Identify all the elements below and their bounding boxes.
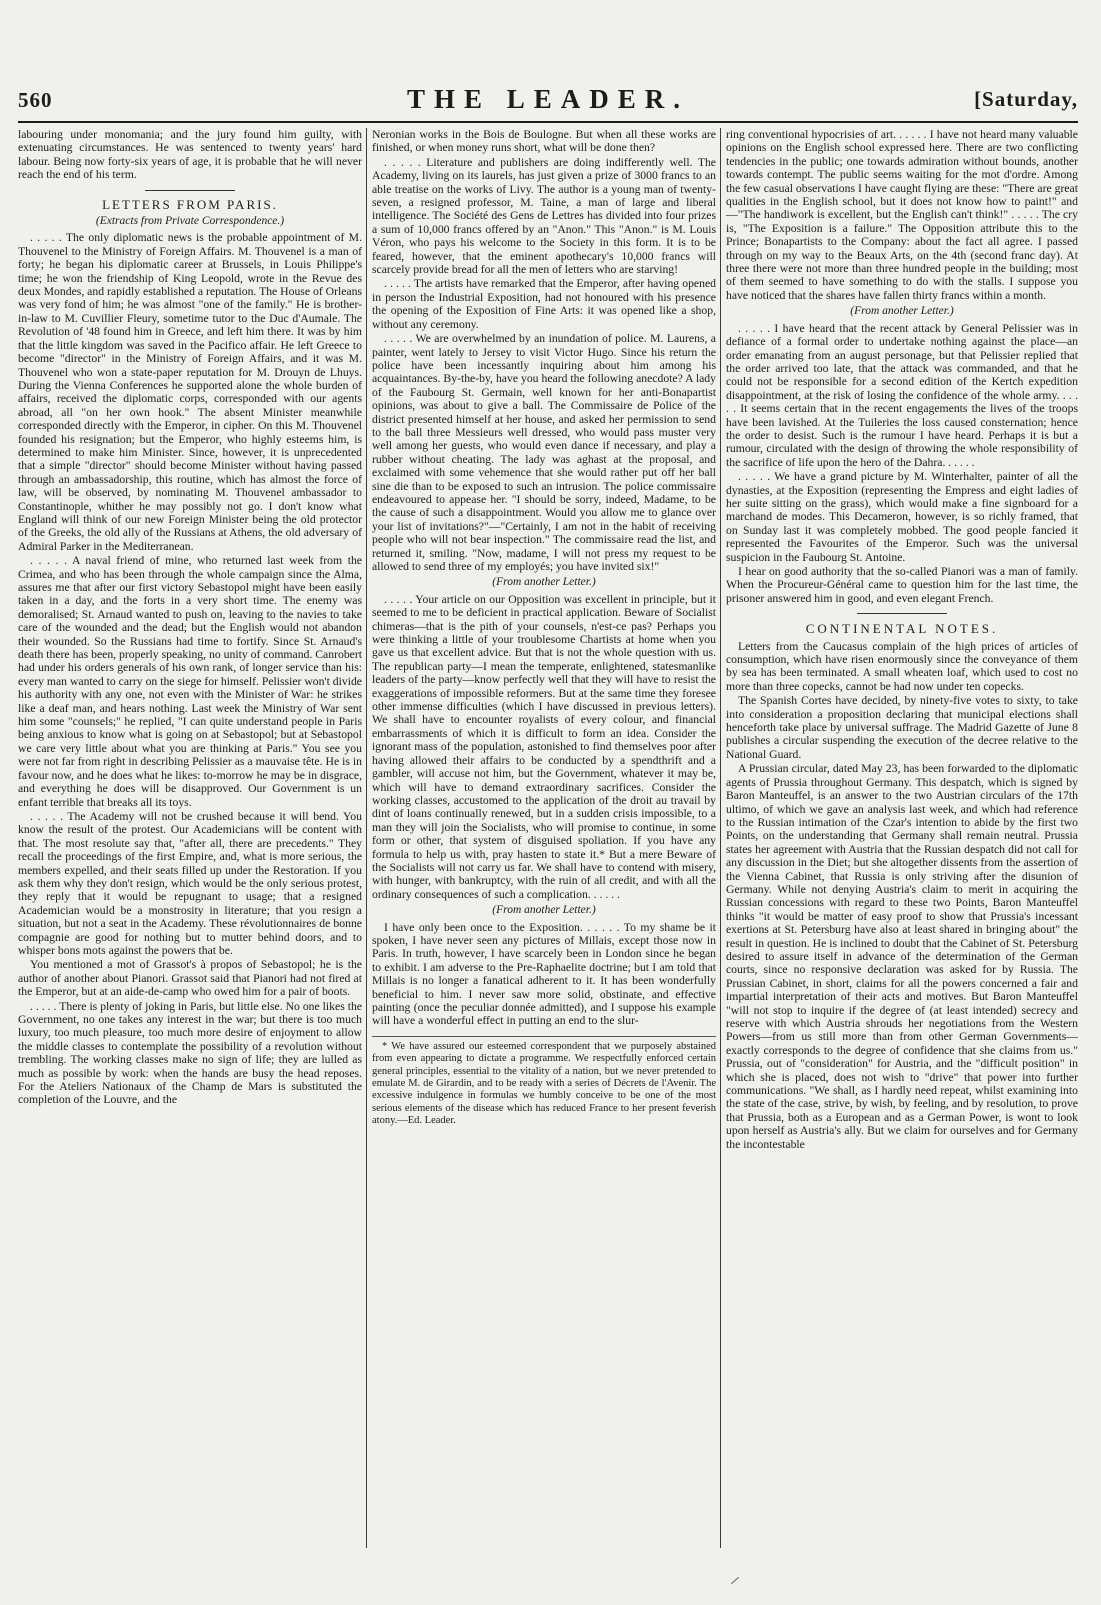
paragraph: . . . . . Literature and publishers are doing indifferently well. The Academy, living on its laurels, has just given a prize of 3000 francs to an able treatise on the works of Livy. The author is a young man of twenty-seven, a resigned professor, M. Taine, a man of large and liberal intelligence. The Société des Gens de Lettres has divided into four prizes a sum of 10,000 francs offered by an "Anon." This "Anon." is M. Louis Véron, who pays his welcome to the Society in this form. It is to be feared, however, that the eminent apothecary's 10,000 francs will scarcely provide bread for all the men of letters who are starving!	[372, 155, 716, 277]
footnote	[372, 1036, 716, 1128]
paragraph: . . . . . The only diplomatic news is the probable appointment of M. Thouvenel to the Ministry of Foreign Affairs. M. Thouvenel is a man of forty; he began his diplomatic career at Brussels, in Louis Philippe's time; he won the friendship of King Leopold, wrote in the Revue des deux Mondes, and rapidly established a reputation. The House of Orleans was very fond of him; he was almost "one of the family." He is brother-in-law to M. Cuvillier Fleury, sometime tutor to the Duc d'Aumale. The Revolution of '48 found him in Greece, and left him there. It was by him that the little kingdom was saved in the Pacifico affair. He left Greece to become "director" in the Ministry of Foreign Affairs, and it was M. Thouvenel who won a state-paper reputation for M. Drouyn de Lhuys. During the Vienna Conferences he supported alone the whole burden of affairs, received the diplomatic corps, corresponded with our agents abroad, all "on her own hook." The absent Minister meanwhile corresponded directly with the Emperor, in cipher. On this M. Thouvenel founded his resignation; but the Emperor, who highly esteems him, is determined to make him Minister. Since, however, it is unprecedented that a simple "director" should become Minister without having passed through an ambassadorship, this routine, which has almost the force of law, will be observed, by nominating M. Thouvenel ambassador to Constantinople, whither he may possibly not go. I don't know what England will think of our new Foreign Minister being the old protector of the Greeks, the old ally of the Russians at Athens, the old adversary of Admiral Parker in the Mediterranean.	[18, 231, 362, 553]
page-header	[18, 82, 1078, 122]
section-heading: LETTERS FROM PARIS.	[102, 196, 278, 212]
paragraph: . . . . . We have a grand picture by M. Winterhalter, painter of all the dynasties, at the Exposition (representing the Empress and eight ladies of her suite sitting on the grass), which would make a fine signboard for a marchand de modes. This Decameron, however, is so richly framed, that on Sunday last it was completely mobbed. The good people fancied it represented the Favourites of the Emperor. Such was the universal suspicion in the Faubourg St. Antoine.	[726, 470, 1078, 564]
paragraph: I have only been once to the Exposition. . . . . . To my shame be it spoken, I have never seen any pictures of Millais, except those now in Paris. In truth, however, I have scarcely been in London since he began to exhibit. I am adverse to the Pre-Raphaelite doctrine; but I am told that Millais is no longer a fanatical adherent to it. It has been wonderfully beneficial to him. I never saw more solid, obstinate, and effective painting (once the peculiar donnée admitted), and I suppose his example will have a wonderful effect in putting an end to the slur-	[372, 920, 716, 1028]
section-rule	[145, 190, 235, 191]
paragraph: . . . . . A naval friend of mine, who returned last week from the Crimea, and who has been through the whole campaign since the Alma, assures me that after our first victory Sebastopol might have been easily taken in a day, and the forts in a very short time. The enemy was demoralised; St. Arnaud wanted to push on, leaving to the navies to take care of the wounded and the dead; but the English would not abandon their wounded. So the Russians had time to fortify. Since St. Arnaud's death there has been, properly speaking, no unity of command. Canrobert had under his orders generals of his own rank, of longer service than his: every man wanted to carry on the siege for himself. Pelissier won't divide his authority with any one, not even with the Minister of War: he strikes like a deaf man, and hears nothing. Last week the Ministry of War sent him some "counsels;" he replied, "I can quite understand people in Paris being anxious to know what is going on at Sebastopol; but at Sebastopol we care very little about what you are thinking at Paris." You see you were not far from right in describing Pelissier as a mauvaise tête. He is in favour now, and he does what he likes: to-morrow he may be in disgrace, and everything he does will be disapproved. Our Government is un enfant terrible that breaks all its toys.	[18, 554, 362, 809]
column-divider	[720, 128, 721, 1548]
paragraph: labouring under monomania; and the jury found him guilty, with extenuating circumstances. He was sentenced to twenty years' hard labour. Being now forty-six years of age, it is probable that he will never reach the end of his term.	[18, 128, 362, 182]
paragraph: A Prussian circular, dated May 23, has been forwarded to the diplomatic agents of Prussia throughout Germany. This despatch, which is signed by Baron Manteuffel, is an answer to the two Austrian circulars of the 17th ultimo, of which we gave an analysis last week, and which had reference to the Russian intimation of the Czar's intention to abide by the first two Points, on the understanding that Germany shall remain neutral. Prussia states her agreement with Austria that the Russian despatch did not call for any discussion in the Diet; but she altogether dissents from the assertion of the Vienna Cabinet, that Russia is only striving after the disunion of Germany. While not denying Austria's claim to merit in acquiring the Russian concessions with regard to these two Points, Baron Manteuffel thinks "it would be matter of easy proof to show that Prussia's incessant exertions at St. Petersburg have also at least shared in bringing about" the result in question. He is inclined to doubt that the Cabinet of St. Petersburg desired to assure itself in advance of the determination of the German courts, since no responsive declaration was asked for by Russia. The Prussian Cabinet, in short, claims for all the powers concerned a fair and impartial interpretation of their acts and motives. But Baron Manteuffel "will not stop to inquire if the degree of (at least intended) secrecy and reserve with which Austria shrouds her negotiations from the Western Powers—from us still more than from other German Governments—exactly corresponds to the degree of confidence that she claims from us." Prussia, out of "consideration" for Austria, and the "difficult position" in which she is placed, does not wish to "drive" that power into further communications. "We shall, as I hardly need repeat, whilst examining into the state of the case, strive, by wish, by feeling, and by resolution, to prove that Prussia, both as a European and as a German Power, is wont to look upon herself as Austria's ally. But we claim for ourselves and for Germany the incontestable	[726, 762, 1078, 1151]
stray-mark	[731, 1577, 739, 1584]
paragraph: Neronian works in the Bois de Boulogne. But when all these works are finished, or when money runs short, what will be done then?	[372, 128, 716, 155]
letter-subheading: (From another Letter.)	[850, 305, 954, 318]
column-divider	[366, 128, 367, 1548]
paragraph: I hear on good authority that the so-called Pianori was a man of family. When the Procureur-Général came to question him for the last time, the prisoner answered him in good, and even elegant French.	[726, 565, 1078, 605]
paragraph: Letters from the Caucasus complain of the high prices of articles of consumption, which have risen enormously since the conveyance of them by sea has been terminated. A small wheaten loaf, which used to cost no more than three copecks, cannot be had now under ten copecks.	[726, 639, 1078, 693]
masthead: THE LEADER.	[406, 84, 690, 114]
column-2	[372, 128, 716, 1129]
section-heading: CONTINENTAL NOTES.	[805, 621, 999, 637]
letter-subheading: (From another Letter.)	[492, 576, 596, 589]
column-3	[726, 128, 1078, 1152]
column-1	[18, 128, 362, 1108]
paragraph: . . . . . The artists have remarked that the Emperor, after having opened in person the Industrial Exposition, had not honoured with his presence the opening of the Exposition of Fine Arts: it was opened like a shop, without any ceremony.	[372, 277, 716, 331]
header-day: [Saturday,	[974, 87, 1078, 111]
footnote-text: * We have assured our esteemed correspondent that we purposely abstained from even appearing to dictate a programme. We respectfully enforced certain general principles, essential to the vitality of a nation, but we never pretended to emulate M. de Girardin, and to be ready with a series of Décrets de l'Avenir. The excessive indulgence in formulas we humbly conceive to be one of the most serious elements of the disease which has reduced France to her present feverish atony.—Ed. Leader.	[372, 1040, 716, 1127]
paragraph: The Spanish Cortes have decided, by ninety-five votes to sixty, to take into consideration a proposition declaring that municipal elections shall henceforth take place by universal suffrage. The Madrid Gazette of June 8 publishes a circular suspending the execution of the decree relative to the National Guard.	[726, 694, 1078, 761]
paragraph: . . . . . The Academy will not be crushed because it will bend. You know the result of the protest. Our Academicians will be content with that. The most resolute say that, "after all, there are precedents." They recall the proceedings of the first Empire, and, what is more serious, the members expelled, and their seats filled up under the Restoration. If you ask them why they don't resign, which would be the only serious protest, they reply that it would be repugnant to usage; that a resigned Academician would be a monstrosity in literature; that you resign a situation, but not a seat in the Academy. These révolutionnaires de bonne compagnie are good for nothing but to mutter behind doors, and to whisper bons mots against the powers that be.	[18, 809, 362, 957]
paragraph: . . . . . There is plenty of joking in Paris, but little else. No one likes the Government, no one takes any interest in the war; but there is too much luxury, too much pleasure, too much more desire of enjoyment to allow the middle classes to contemplate the possibility of a revolution without trembling. The working classes make no sign of life; they are lulled as much as possible by work: when the hands are busy the head reposes. For the Ateliers Nationaux of the Champ de Mars is substituted the completion of the Louvre, and the	[18, 999, 362, 1107]
paragraph: ring conventional hypocrisies of art. . . . . . I have not heard many valuable opinions on the English school expressed here. There are two conflicting tendencies in the public; one towards admiration without bounds, another towards contempt. The public seems waiting for the mot d'ordre. Among the few casual observations I have caught flying are these: "There are great qualities in the English school, but it does not know how to paint!" and—"The handiwork is excellent, but the English can't think!" . . . . . The cry is, "The Exposition is a failure." The Opposition attribute this to the Prince; Bonapartists to the Company: about the fact all agree. I passed through on my way to the Beaux Arts, on the 4th (second franc day). At three there were not more than three hundred people in the building; most of them seemed to have something to do with the stalls. I suppose you have noticed that the shares have fallen thirty francs within a month.	[726, 128, 1078, 302]
section-rule	[857, 613, 947, 614]
paragraph: . . . . . We are overwhelmed by an inundation of police. M. Laurens, a painter, went lately to Jersey to visit Victor Hugo. Since his return the police have been incessantly inquiring about him among his acquaintances. By-the-by, have you heard the following anecdote? A lady of the Faubourg St. Germain, well known for her anti-Bonapartist opinions, was about to give a ball. The Commissaire de Police of the district presented himself at her house, and asked her permission to send to the ball three Messieurs well dressed, who would pass muster very well among her guests, who would even dance if necessary, and play a rubber without cheating. The lady was aghast at the proposal, and exclaimed with some vehemence that she would rather put off her ball sine die than to be exposed to such an intrusion. The police commissaire endeavoured to appease her. "I should be sorry, indeed, Madame, to be the cause of such a disappointment. Would you allow me to glance over your list of invitations?"—"Certainly, I am not in the habit of receiving people who will not bear inspection." The commissaire read the list, and returned it, smiling. "Now, madame, I will not press my request to be allowed to send three of my employés; you have invited six!"	[372, 332, 716, 573]
paragraph: . . . . . I have heard that the recent attack by General Pelissier was in defiance of a formal order to undertake nothing against the place—an order emanating from an august personage, but that Pelissier replied that the order arrived too late, that the attack was commanded, and that he could not be responsible for a second edition of the Kertch expedition disappointment, at the risk of losing the confidence of the whole army. . . . . . It seems certain that in the recent engagements the lives of the troops have been lavished. At the Tuileries the loss caused consternation; hence the order to desist. Such is the rumour I have heard. Perhaps it is but a rumour, circulated with the design of throwing the whole responsibility of the sacrifice of life upon the hero of the Dahra. . . . . .	[726, 321, 1078, 469]
section-subheading: (Extracts from Private Correspondence.)	[95, 215, 285, 228]
letter-subheading: (From another Letter.)	[492, 904, 596, 917]
paragraph: You mentioned a mot of Grassot's à propos of Sebastopol; he is the author of another about Pianori. Grassot said that Pianori had not fired at the Emperor, but at an aide-de-camp who owed him for a pair of boots.	[18, 958, 362, 999]
paragraph: . . . . . Your article on our Opposition was excellent in principle, but it seemed to me to be deficient in practical application. Beware of Socialist chimeras—that is the pith of your counsels, n'est-ce pas? Perhaps you were thinking a little of your troublesome Chartists at home when you gave us that excellent advice. But that is not the whole question with us. The republican party—I mean the temperate, enlightened, statesmanlike leaders of the party—know perfectly well that they will have to resist the exaggerations of impossible reformers. But at the same time they foresee other immense difficulties (which I have discussed in previous letters). We shall have to encounter royalists of every colour, and financial embarrassments of which it is difficult to form an idea. Consider the ignorant mass of the population, astonished to find themselves poor after having allowed their affairs to be conducted by a spendthrift and a gambler, will accuse not him, but the Government, whatever it may be, which will have to demand extraordinary sacrifices. Consider the working classes, accustomed to the application of the droit au travail by dint of loans continually renewed, but in a sudden crisis impossible, to a man they will join the Socialists, who will promise to continue, in some form or other, that system of disguised spoliation. If you have any formula to help us with, pray hasten to state it.* But a mere Beware of the Socialists will not carry us far. We shall have to contend with misery, with hunger, with bankruptcy, with the ruin of all credit, and with all the ordinary consequences of such a complication. . . . . .	[372, 592, 716, 901]
page-number: 560	[18, 88, 53, 112]
header-rule	[18, 121, 1078, 123]
